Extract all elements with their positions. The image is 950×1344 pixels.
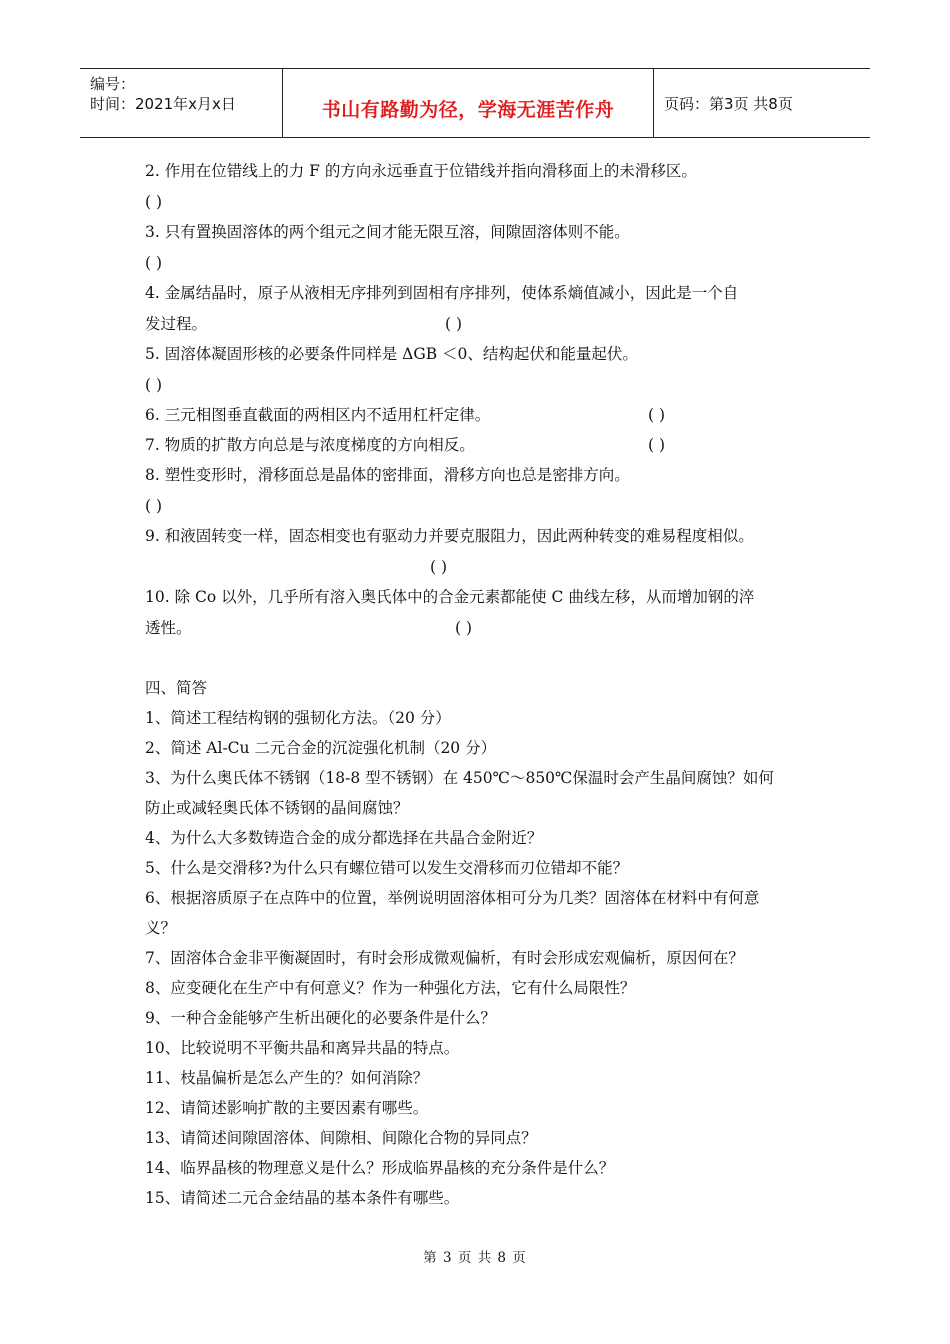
judgement-3-text: 3. 只有置换固溶体的两个组元之间才能无限互溶，间隙固溶体则不能。 xyxy=(145,223,630,241)
header-meta-cell xyxy=(80,69,283,137)
judgement-6-text: 6. 三元相图垂直截面的两相区内不适用杠杆定律。 xyxy=(145,406,491,424)
question-line: 4、为什么大多数铸造合金的成分都选择在共晶合金附近？ xyxy=(145,829,543,847)
judgement-10-text: 10. 除 Co 以外，几乎所有溶入奥氏体中的合金元素都能使 C 曲线左移，从而增加钢的淬 xyxy=(145,588,755,606)
question-line: 5、什么是交滑移?为什么只有螺位错可以发生交滑移而刃位错却不能？ xyxy=(145,859,629,877)
judgement-4-text: 4. 金属结晶时，原子从液相无序排列到固相有序排列，使体系熵值减小，因此是一个自 xyxy=(145,284,739,302)
section-title: 四、简答 xyxy=(145,679,208,697)
judgement-9-text: 9. 和液固转变一样，固态相变也有驱动力并要克服阻力，因此两种转变的难易程度相似。 xyxy=(145,527,754,545)
judgement-9-paren: ( ) xyxy=(430,558,448,576)
judgement-8-paren: ( ) xyxy=(145,497,163,515)
number-label: 编号： xyxy=(90,75,136,93)
judgement-7-paren: ( ) xyxy=(648,436,666,454)
question-line: 14、临界晶核的物理意义是什么？形成临界晶核的充分条件是什么？ xyxy=(145,1159,615,1177)
question-line: 8、应变硬化在生产中有何意义？作为一种强化方法，它有什么局限性？ xyxy=(145,979,636,997)
question-line: 9、一种合金能够产生析出硬化的必要条件是什么？ xyxy=(145,1009,496,1027)
motto: 书山有路勤为径，学海无涯苦作舟 xyxy=(321,99,615,121)
question-line: 13、请简述间隙固溶体、间隙相、间隙化合物的异同点？ xyxy=(145,1129,537,1147)
question-line: 12、请简述影响扩散的主要因素有哪些。 xyxy=(145,1099,429,1117)
question-line: 11、枝晶偏析是怎么产生的？如何消除？ xyxy=(145,1069,429,1087)
judgement-7-text: 7. 物质的扩散方向总是与浓度梯度的方向相反。 xyxy=(145,436,475,454)
judgement-4-text-cont: 发过程。 xyxy=(145,315,208,333)
question-line: 15、请简述二元合金结晶的基本条件有哪些。 xyxy=(145,1189,460,1207)
question-line: 义？ xyxy=(145,919,177,937)
question-line: 3、为什么奥氏体不锈钢（18-8 型不锈钢）在 450℃～850℃保温时会产生晶间腐蚀？如何 xyxy=(145,769,774,787)
question-line: 防止或减轻奥氏体不锈钢的晶间腐蚀？ xyxy=(145,799,409,817)
judgement-2-text: 2. 作用在位错线上的力 F 的方向永远垂直于位错线并指向滑移面上的未滑移区。 xyxy=(145,162,697,180)
page-footer: 第 3 页 共 8 页 xyxy=(423,1250,527,1266)
judgement-8-text: 8. 塑性变形时，滑移面总是晶体的密排面，滑移方向也总是密排方向。 xyxy=(145,466,630,484)
judgement-10-paren: ( ) xyxy=(455,619,473,637)
header-motto-cell xyxy=(283,69,654,137)
judgement-3-paren: ( ) xyxy=(145,254,163,272)
question-line: 7、固溶体合金非平衡凝固时，有时会形成微观偏析，有时会形成宏观偏析，原因何在？ xyxy=(145,949,744,967)
question-line: 10、比较说明不平衡共晶和离异共晶的特点。 xyxy=(145,1039,460,1057)
judgement-2-paren: ( ) xyxy=(145,193,163,211)
judgement-5-paren: ( ) xyxy=(145,376,163,394)
judgement-5-text: 5. 固溶体凝固形核的必要条件同样是 ΔGB ＜0、结构起伏和能量起伏。 xyxy=(145,345,638,363)
question-line: 2、简述 Al-Cu 二元合金的沉淀强化机制（20 分） xyxy=(145,739,497,757)
judgement-10-text-cont: 透性。 xyxy=(145,619,192,637)
page-number-label: 页码：第3页 共8页 xyxy=(664,95,793,113)
page-header xyxy=(80,68,870,138)
date-label: 时间：2021年x月x日 xyxy=(90,95,236,113)
judgement-4-paren: ( ) xyxy=(445,315,463,333)
question-line: 1、简述工程结构钢的强韧化方法。（20 分） xyxy=(145,709,451,727)
question-line: 6、根据溶质原子在点阵中的位置，举例说明固溶体相可分为几类？固溶体在材料中有何意 xyxy=(145,889,760,907)
judgement-6-paren: ( ) xyxy=(648,406,666,424)
